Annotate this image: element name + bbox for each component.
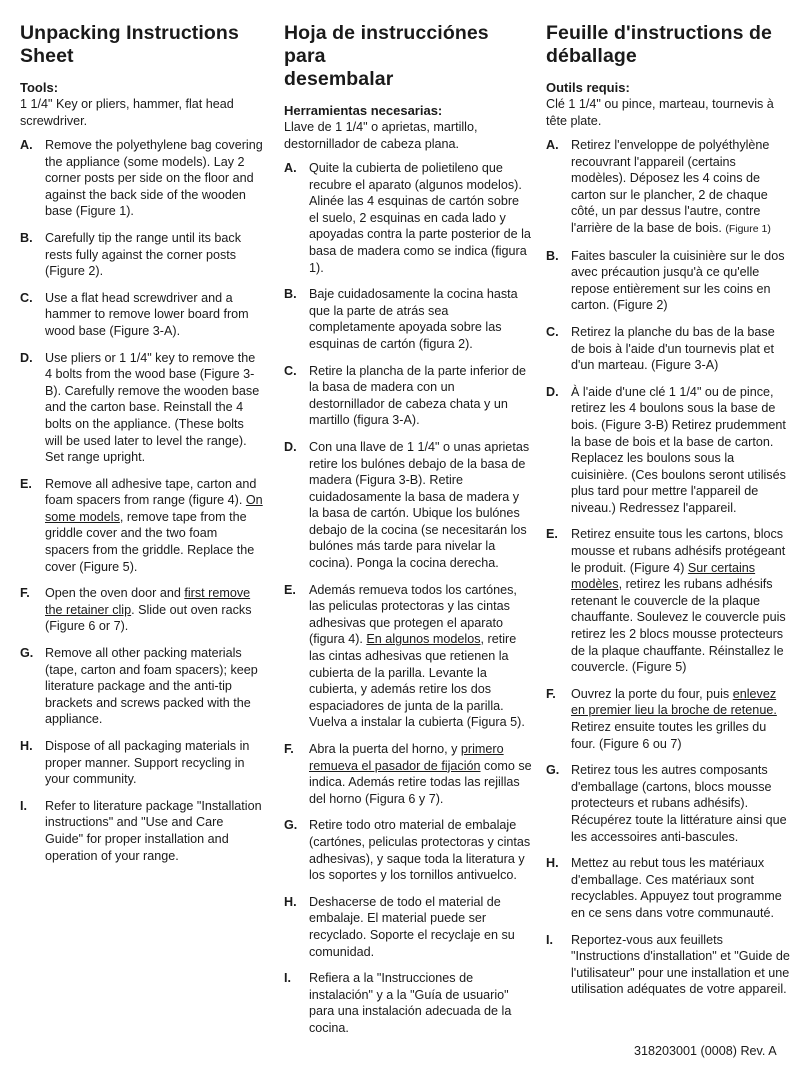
french-title-line-1: Feuille d'instructions de (546, 22, 772, 44)
french-step-f (546, 686, 792, 752)
step-text: Con una llave de 1 1/4" o unas aprietas retire los bulónes debajo de la basa de madera (Figura 3-B). Retire cuidadosamente la basa de madera y la basa de cartón. Ubique los bulónes debajo de la cocina (se necesitarán los bulónes más tarde para nivelar la cocina). Ponga la cocina derecha. (309, 439, 530, 571)
step-text: Abra la puerta del horno, y primero remueva el pasador de fijación como se indica. Además retire todas las rejillas del horno (Figura 6 y 7). (309, 742, 532, 806)
english-steps-list (20, 137, 264, 864)
step-text: Baje cuidadosamente la cocina hasta que la parte de atrás sea completamente apoyada sobre las esquinas de cartón (figura 2). (309, 287, 518, 351)
spanish-title-line-2: desembalar (284, 68, 394, 90)
step-text: Use pliers or 1 1/4" key to remove the 4 bolts from the wood base (Figure 3-B). Carefully remove the wooden base and the carton base. Reinstall the 4 bolts on the appliance. (These bolts will be used later to level the range). Set range upright. (45, 350, 260, 465)
step-letter: D. (20, 350, 33, 365)
step-text: Además remueva todos los cartónes, las peliculas protectoras y las cintas adhesivas que protegen el aparato (figura 4). En algunos modelos, retire las cintas adhesivas que retienen la cubierta de la parilla. Levante la cubierta, y además retire los dos espaciadores de junta de la parilla. Vuelva a instalar la cubierta (Figura 5). (309, 582, 525, 730)
underlined-text: first remove the retainer clip (45, 586, 251, 617)
french-steps-list (546, 137, 792, 998)
english-step-b (20, 230, 264, 280)
french-step-c (546, 324, 792, 374)
step-letter: A. (546, 138, 559, 152)
french-step-e (546, 526, 792, 675)
step-letter: G. (284, 818, 298, 833)
french-column (546, 22, 792, 1008)
step-text: Dispose of all packaging materials in proper manner. Support recycling in your community. (45, 739, 250, 787)
step-text: Faites basculer la cuisinière sur le dos avec précaution jusqu'à ce qu'elle repose entièrement sur les coins en carton. (Figure 2) (571, 248, 785, 313)
spanish-step-i (284, 970, 532, 1036)
step-letter: H. (284, 894, 297, 909)
step-text: Remove the polyethylene bag covering the appliance (some models). Lay 2 corner posts per side on the floor and against the back side of the wooden base (Figure 1). (45, 138, 263, 219)
underlined-text: Sur certains modèles (571, 560, 756, 592)
underlined-text: primero remueva el pasador de fijación (309, 742, 504, 773)
step-text: Reportez-vous aux feuillets "Instructions d'installation" et "Guide de l'utilisateur" pour une installation et une utilisation adéquates de votre appareil. (571, 932, 790, 997)
step-letter: C. (284, 363, 297, 378)
spanish-tools-text: Llave de 1 1/4" o aprietas, martillo, destornillador de cabeza plana. (284, 120, 478, 151)
english-step-g (20, 645, 264, 728)
english-step-i (20, 798, 264, 864)
english-step-d (20, 350, 264, 466)
step-letter: I. (284, 971, 291, 986)
step-text: Use a flat head screwdriver and a hammer to remove lower board from wood base (Figure 3-A). (45, 290, 249, 338)
spanish-step-a (284, 160, 532, 276)
spanish-step-f (284, 741, 532, 807)
step-letter: C. (546, 324, 559, 339)
step-letter: C. (20, 290, 33, 305)
step-letter: F. (20, 586, 30, 601)
english-step-f (20, 585, 264, 635)
french-tools-text: Clé 1 1/4" ou pince, marteau, tournevis à tête plate. (546, 97, 774, 128)
english-title-line-2: Sheet (20, 45, 74, 67)
step-letter: E. (284, 582, 296, 597)
french-step-d (546, 384, 792, 517)
spanish-title-line-1: Hoja de instrucciónes para (284, 22, 489, 67)
spanish-steps-list (284, 160, 532, 1037)
french-step-g (546, 762, 792, 845)
spanish-title (284, 22, 532, 91)
spanish-step-h (284, 894, 532, 960)
step-text: Mettez au rebut tous les matériaux d'emballage. Ces matériaux sont recyclables. Appuyez tout programme en ce sens dans votre communauté. (571, 856, 782, 920)
spanish-column (284, 22, 532, 1047)
english-tools-heading: Tools: (20, 80, 59, 95)
spanish-step-g (284, 817, 532, 883)
step-letter: D. (546, 384, 559, 399)
step-text: Retire la plancha de la parte inferior de la basa de madera con un destornillador de cabeza chata y un martillo (figura 3-A). (309, 363, 527, 428)
step-letter: H. (20, 739, 33, 753)
english-title (20, 22, 264, 68)
step-text: Carefully tip the range until its back rests fully against the corner posts (Figure 2). (45, 230, 242, 279)
underlined-text: En algunos modelos (366, 632, 481, 647)
english-tools-text: 1 1/4" Key or pliers, hammer, flat head screwdriver. (20, 97, 234, 128)
french-step-i (546, 932, 792, 998)
english-step-a (20, 137, 264, 220)
step-letter: I. (546, 932, 553, 947)
step-letter: G. (546, 763, 560, 778)
step-letter: H. (546, 856, 559, 871)
step-text: Quite la cubierta de polietileno que recubre el aparato (algunos modelos). Alinée las 4 esquinas de cartón sobre el suelo, 2 esquinas en cada lado y apoyadas contra la parte posterior de la basa de madera como se indica (figura 1). (309, 161, 531, 275)
english-column (20, 22, 264, 874)
spanish-step-d (284, 439, 532, 572)
french-step-h (546, 855, 792, 921)
step-letter: B. (284, 287, 297, 302)
spanish-step-c (284, 363, 532, 429)
step-text: Retirez la planche du bas de la base de bois à l'aide d'un tournevis plat et d'un marteau. (Figure 3-A) (571, 324, 775, 373)
step-letter: E. (20, 476, 32, 491)
figure-reference: (Figure 1) (725, 222, 771, 235)
step-text: Remove all adhesive tape, carton and foam spacers from range (figure 4). On some models, remove tape from the griddle cover and the two foam spacers from the griddle. Replace the cover (Figure 5). (45, 476, 263, 574)
step-text: Remove all other packing materials (tape, carton and foam spacers); keep literature package and the anti-tip brackets and screws packed with the appliance. (45, 646, 258, 727)
step-text: Ouvrez la porte du four, puis enlevez en premier lieu la broche de retenue. Retirez ensuite toutes les grilles du four. (Figure 6 ou 7) (571, 686, 777, 751)
underlined-text: On some models (45, 493, 263, 524)
french-title (546, 22, 792, 68)
step-letter: A. (20, 138, 33, 152)
step-letter: B. (546, 248, 559, 263)
spanish-step-e (284, 582, 532, 731)
step-letter: G. (20, 646, 34, 661)
step-letter: A. (284, 161, 297, 175)
step-letter: E. (546, 527, 558, 542)
step-text: Open the oven door and first remove the retainer clip. Slide out oven racks (Figure 6 or 7). (45, 586, 252, 634)
step-text: Deshacerse de todo el material de embalaje. El material puede ser recyclado. Soporte el recyclaje en su comunidad. (309, 894, 515, 959)
step-letter: D. (284, 439, 297, 454)
french-tools-heading: Outils requis: (546, 80, 630, 95)
document-number: 318203001 (0008) Rev. A (634, 1044, 777, 1058)
english-step-e (20, 476, 264, 576)
step-letter: F. (284, 742, 294, 756)
underlined-text: enlevez en premier lieu la broche de retenue. (571, 686, 777, 718)
step-text: Retirez tous les autres composants d'emballage (cartons, blocs mousse protecteurs et rubans adhésifs). Récupérez toute la littérature ainsi que les accessoires anti-bascules. (571, 763, 787, 844)
french-step-b (546, 248, 792, 314)
english-step-c (20, 290, 264, 340)
step-letter: F. (546, 686, 556, 701)
french-title-line-2: déballage (546, 45, 637, 67)
spanish-tools-heading: Herramientas necesarias: (284, 103, 443, 118)
step-letter: B. (20, 230, 33, 245)
step-text: Refer to literature package "Installation instructions" and "Use and Care Guide" for proper installation and operation of your range. (45, 798, 262, 863)
step-text: À l'aide d'une clé 1 1/4" ou de pince, retirez les 4 boulons sous la base de bois. (Figure 3-B) Retirez prudemment la base de bois et la base de carton. Replacez les boulons sous la cuisinière. (Ces boulons seront utilisés plus tard pour mettre l'appareil de niveau.) Redressez l'appareil. (571, 384, 786, 515)
step-text: Retirez l'enveloppe de polyéthylène recouvrant l'appareil (certains modèles). Déposez les 4 coins de carton sur le plancher, 2 de chaque côté, un par dessus l'autre, contre l'arrière de la base de bois. (Figure 1) (571, 138, 771, 235)
step-text: Refiera a la "Instrucciones de instalación" y a la "Guía de usuario" para una instalación adecuada de la cocina. (309, 971, 512, 1035)
spanish-step-b (284, 286, 532, 352)
english-title-line-1: Unpacking Instructions (20, 22, 239, 44)
step-text: Retirez ensuite tous les cartons, blocs mousse et rubans adhésifs protégeant le produit. (Figure 4) Sur certains modèles, retirez les rubans adhésifs retenant le couvercle de la plaque chauffante. Soulevez le couvercle puis retirez les 2 blocs mousse protecteurs de la plaque chauffante. Réinstallez le couvercle. (Figure 5) (571, 527, 786, 675)
step-letter: I. (20, 798, 27, 813)
french-step-a (546, 137, 792, 238)
step-text: Retire todo otro material de embalaje (cartónes, peliculas protectoras y cintas adhesivas), y saque toda la literatura y los soportes y los tornillos antivuelco. (309, 818, 531, 883)
english-step-h (20, 738, 264, 788)
